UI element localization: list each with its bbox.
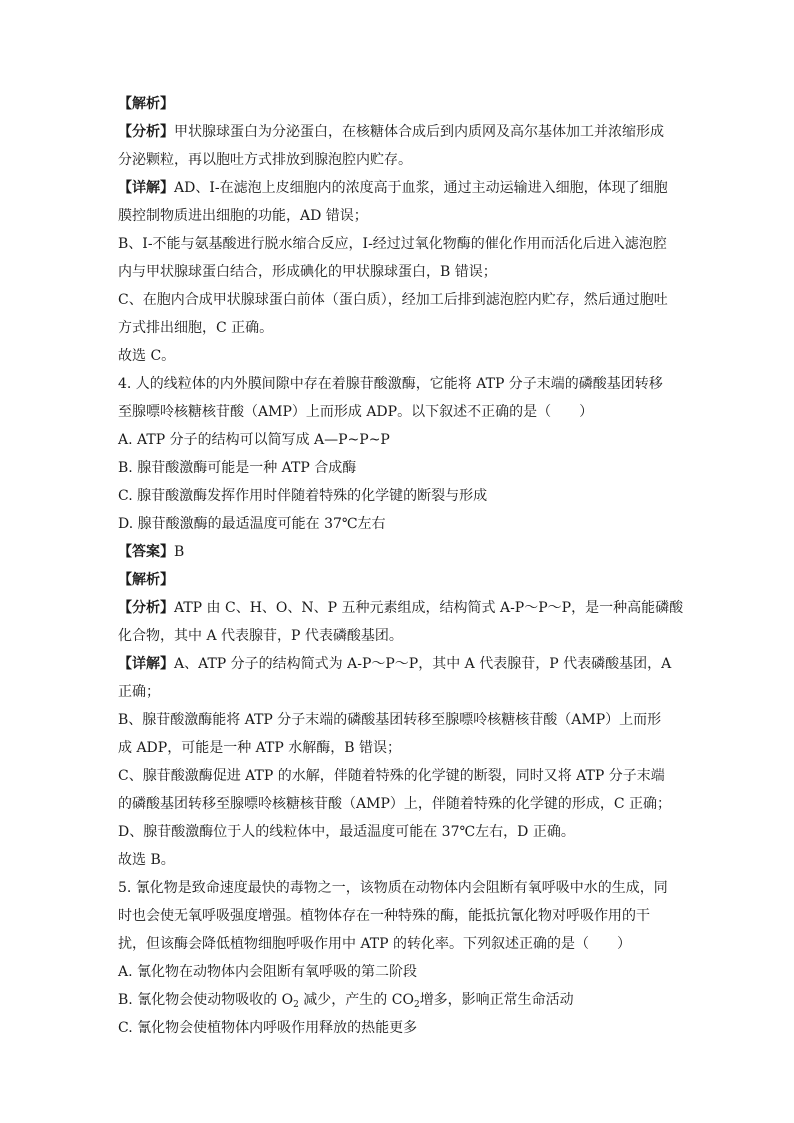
final-answer: 故选 B。 (118, 852, 175, 868)
question-4-option-c: C. 腺苷酸激酶发挥作用时伴随着特殊的化学键的断裂与形成 (118, 488, 488, 504)
answer-tag: 【答案】 (118, 544, 174, 560)
detail-paragraph (118, 654, 671, 674)
question-4-stem: 4. 人的线粒体的内外膜间隙中存在着腺苷酸激酶，它能将 ATP 分子末端的磷酸基团转移 (118, 376, 663, 392)
question-4-stem: 至腺嘌呤核糖核苷酸（AMP）上而形成 ADP。以下叙述不正确的是（ ） (118, 404, 594, 420)
detail-b-line: B、腺苷酸激酶能将 ATP 分子末端的磷酸基团转移至腺嘌呤核糖核苷酸（AMP）上而形 (118, 712, 662, 728)
detail-tag: 【详解】 (118, 180, 174, 196)
subscript-2: 2 (413, 1000, 420, 1010)
question-4-option-b: B. 腺苷酸激酶可能是一种 ATP 合成酶 (118, 460, 357, 476)
detail-text: A、ATP 分子的结构简式为 A-P～P～P，其中 A 代表腺苷，P 代表磷酸基团，A (174, 656, 672, 672)
analysis-paragraph (118, 122, 664, 142)
answer-line (118, 542, 184, 562)
question-5-option-b (118, 990, 574, 1015)
detail-c-line: 的磷酸基团转移至腺嘌呤核糖核苷酸（AMP）上，伴随着特殊的化学键的形成，C 正确； (118, 796, 672, 812)
question-5-stem: 时也会使无氧呼吸强度增强。植物体存在一种特殊的酶，能抵抗氰化物对呼吸作用的干 (118, 908, 650, 924)
analysis-paragraph (118, 598, 683, 618)
detail-c-line: C、腺苷酸激酶促进 ATP 的水解，伴随着特殊的化学键的断裂，同时又将 ATP 分子末端 (118, 768, 665, 784)
answer-value: B (174, 544, 185, 560)
analysis-tag: 【分析】 (118, 600, 174, 616)
analysis-heading: 【解析】 (118, 572, 174, 588)
detail-text: AD、I-在滤泡上皮细胞内的浓度高于血浆，通过主动运输进入细胞，体现了细胞 (174, 180, 668, 196)
detail-c-line: C、在胞内合成甲状腺球蛋白前体（蛋白质），经加工后排到滤泡腔内贮存，然后通过胞吐 (118, 292, 668, 308)
analysis-tag: 【分析】 (118, 124, 174, 140)
detail-paragraph (118, 178, 668, 198)
question-5-stem: 扰，但该酶会降低植物细胞呼吸作用中 ATP 的转化率。下列叙述正确的是（ ） (118, 936, 632, 952)
option-b-text: 增多，影响正常生命活动 (419, 992, 574, 1008)
detail-b-line: 内与甲状腺球蛋白结合，形成碘化的甲状腺球蛋白，B 错误； (118, 264, 497, 280)
detail-text-line: 正确； (118, 684, 160, 700)
analysis-text: ATP 由 C、H、O、N、P 五种元素组成，结构简式 A-P～P～P，是一种高能磷酸 (174, 600, 684, 616)
question-4-option-a: A. ATP 分子的结构可以简写成 A—P~P~P (118, 432, 390, 448)
subscript-2: 2 (293, 1000, 299, 1010)
analysis-text: 甲状腺球蛋白为分泌蛋白，在核糖体合成后到内质网及高尔基体加工并浓缩形成 (174, 124, 664, 140)
detail-b-line: 成 ADP，可能是一种 ATP 水解酶，B 错误； (118, 740, 401, 756)
question-5-stem: 5. 氰化物是致命速度最快的毒物之一，该物质在动物体内会阻断有氧呼吸中水的生成，同 (118, 880, 668, 896)
option-b-text: B. 氰化物会使动物吸收的 O (118, 992, 294, 1008)
final-answer: 故选 C。 (118, 348, 176, 364)
question-4-option-d: D. 腺苷酸激酶的最适温度可能在 37℃左右 (118, 516, 386, 532)
question-5-option-c: C. 氰化物会使植物体内呼吸作用释放的热能更多 (118, 1020, 418, 1036)
detail-tag: 【详解】 (118, 656, 174, 672)
detail-c-line: 方式排出细胞，C 正确。 (118, 320, 274, 336)
question-5-option-a: A. 氰化物在动物体内会阻断有氧呼吸的第二阶段 (118, 964, 418, 980)
analysis-text-line: 化合物，其中 A 代表腺苷，P 代表磷酸基团。 (118, 628, 403, 644)
analysis-text-line: 分泌颗粒，再以胞吐方式排放到腺泡腔内贮存。 (118, 152, 412, 168)
analysis-heading: 【解析】 (118, 96, 174, 112)
detail-d-line: D、腺苷酸激酶位于人的线粒体中，最适温度可能在 37℃左右，D 正确。 (118, 824, 575, 840)
detail-text-line: 膜控制物质进出细胞的功能，AD 错误； (118, 208, 368, 224)
option-b-text: 减少，产生的 CO (298, 992, 414, 1008)
detail-b-line: B、I-不能与氨基酸进行脱水缩合反应，I-经过过氧化物酶的催化作用而活化后进入滤泡腔 (118, 236, 667, 252)
